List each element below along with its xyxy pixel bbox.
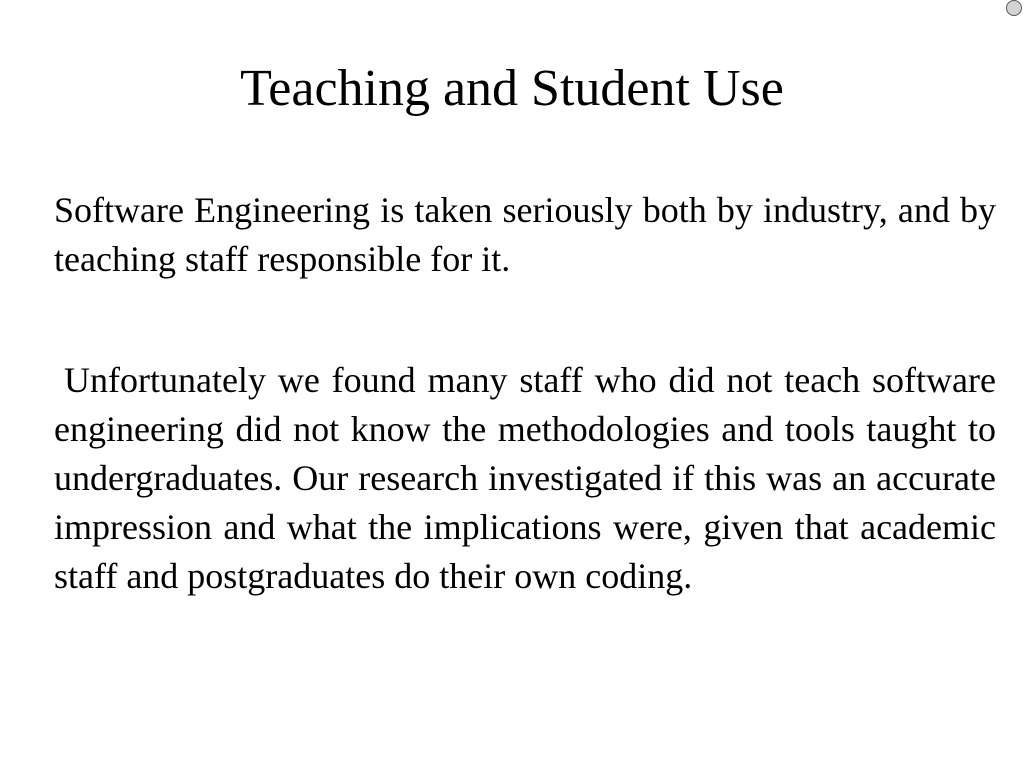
paragraph-2: Unfortunately we found many staff who did not teach software engineering did not know the methodologies and tools taught to undergraduates. Our research investigated if this was an accurate impression and what the implications were, given that academic staff and postgraduates do their own coding. — [54, 360, 996, 596]
paragraph-1: Software Engineering is taken seriously both by industry, and by teaching staff responsible for it. — [54, 190, 996, 279]
slide-title: Teaching and Student Use — [240, 60, 784, 117]
slide-body — [54, 186, 996, 601]
circle-icon — [1006, 0, 1022, 16]
